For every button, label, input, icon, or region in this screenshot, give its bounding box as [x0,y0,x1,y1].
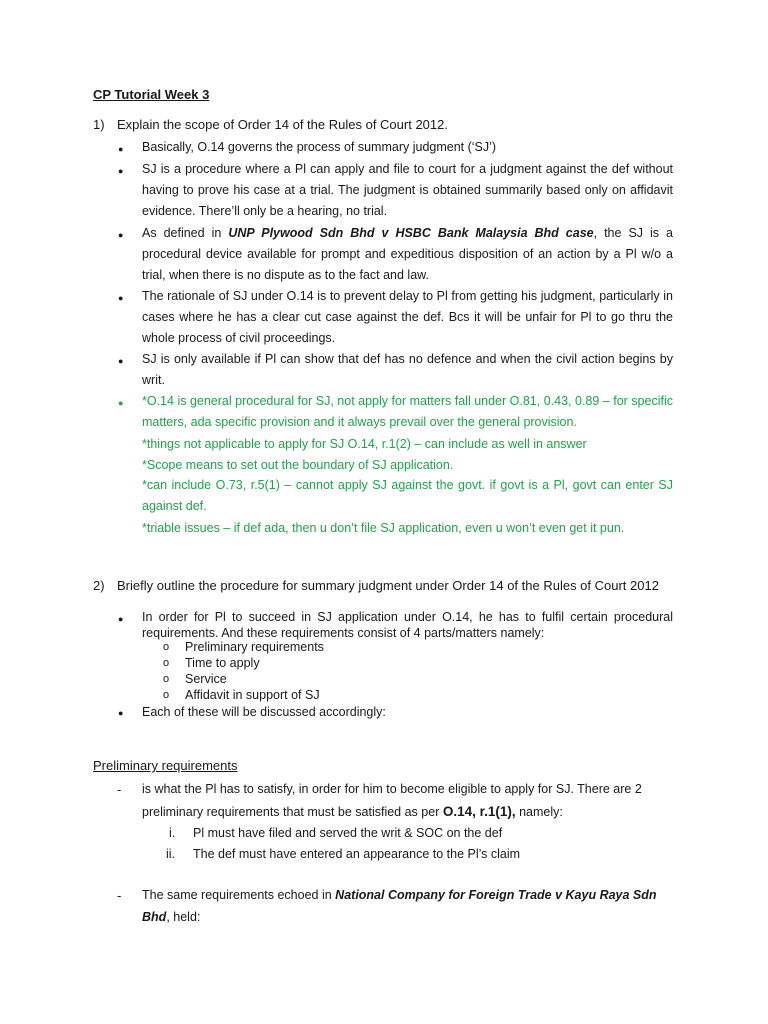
q1-bullet-4: The rationale of SJ under O.14 is to prevent delay to Pl from getting his judgment, particularly in cases where he has a clear cut case against the def. Bcs it will be unfair for Pl to go thru the whole process of civil proceedings. [142,289,673,345]
prelim-dash-1-line-2: preliminary requirements that must be satisfied as per O.14, r.1(1), namely: [142,804,563,819]
question-2-text: Briefly outline the procedure for summary judgment under Order 14 of the Rules of Court 2012 [117,578,659,593]
bullet-icon: ● [118,708,124,718]
q2-bullet-2: Each of these will be discussed accordingly: [142,705,386,719]
q1-bullet-5: SJ is only available if Pl can show that def has no defence and when the civil action begins by writ. [142,352,673,387]
case-name: National Company for Foreign Trade v Kayu Raya Sdn [335,888,657,902]
dash-marker: - [117,888,122,903]
q1-annotation-2: *things not applicable to apply for SJ O.14, r.1(2) – can include as well in answer [142,437,587,451]
prelim-dash-2-line-2: Bhd, held: [142,910,201,924]
prelim-dash-1-line-1: is what the Pl has to satisfy, in order for him to become eligible to apply for SJ. There are 2 [142,782,642,796]
question-1-text: Explain the scope of Order 14 of the Rules of Court 2012. [117,117,448,132]
section-heading: Preliminary requirements [93,758,238,773]
sub-bullet-icon: o [163,657,170,669]
bullet-icon: ● [118,293,124,303]
bullet-icon: ● [118,144,124,154]
bullet-icon: ● [118,230,124,240]
q1-bullet-3: As defined in UNP Plywood Sdn Bhd v HSBC Bank Malaysia Bhd case, the SJ is a procedural device available for prompt and expeditious disposition of an action by a Pl w/o a trial, when there is no dispute as to the fact and law. [142,226,674,282]
dash-marker: - [117,782,122,797]
q2-sub-item: Service [185,672,227,686]
q1-annotation-3: *Scope means to set out the boundary of SJ application. [142,458,454,472]
bullet-icon: ● [118,356,124,366]
q2-sub-item: Preliminary requirements [185,640,324,654]
q1-annotation-5: *triable issues – if def ada, then u don’t file SJ application, even u won’t even get it pun. [142,521,625,535]
roman-numeral: i. [169,826,176,840]
case-name: Bhd [142,910,167,924]
question-2-number: 2) [93,578,105,593]
bullet-icon: ● [118,614,124,624]
question-1-number: 1) [93,117,105,132]
q1-annotation-4: *can include O.73, r.5(1) – cannot apply SJ against the govt. if govt is a Pl, govt can enter SJ against def. [142,478,673,513]
sub-bullet-icon: o [163,641,170,653]
prelim-dash-2-line-1: The same requirements echoed in National Company for Foreign Trade v Kayu Raya Sdn [142,888,657,902]
document-title: CP Tutorial Week 3 [93,87,210,102]
sub-bullet-icon: o [163,689,170,701]
prelim-requirement-item: The def must have entered an appearance to the Pl’s claim [193,847,521,861]
prelim-requirement-item: Pl must have filed and served the writ & SOC on the def [193,826,503,840]
sub-bullet-icon: o [163,673,170,685]
q1-bullet-2: SJ is a procedure where a Pl can apply and file to court for a judgment against the def without having to prove his case at a trial. The judgment is obtained summarily based only on affidavit evidence. There’ll only be a hearing, no trial. [142,162,673,218]
q1-annotation-1: *O.14 is general procedural for SJ, not apply for matters fall under O.81, 0.43, 0.89 – for specific matters, ada specific provision and it always prevail over the general provision. [142,394,673,429]
bullet-icon: ● [118,398,124,408]
q2-sub-item: Affidavit in support of SJ [185,688,320,702]
case-name: UNP Plywood Sdn Bhd v HSBC Bank Malaysia Bhd case [228,226,594,240]
bullet-icon: ● [118,166,124,176]
q1-bullet-1: Basically, O.14 governs the process of summary judgment (‘SJ’) [142,140,497,154]
rule-reference: O.14, r.1(1), [442,804,516,819]
roman-numeral: ii. [166,847,176,861]
q2-bullet-1: In order for Pl to succeed in SJ application under O.14, he has to fulfil certain procedural requirements. And these requirements consist of 4 parts/matters namely: [142,610,673,640]
q2-sub-item: Time to apply [185,656,260,670]
